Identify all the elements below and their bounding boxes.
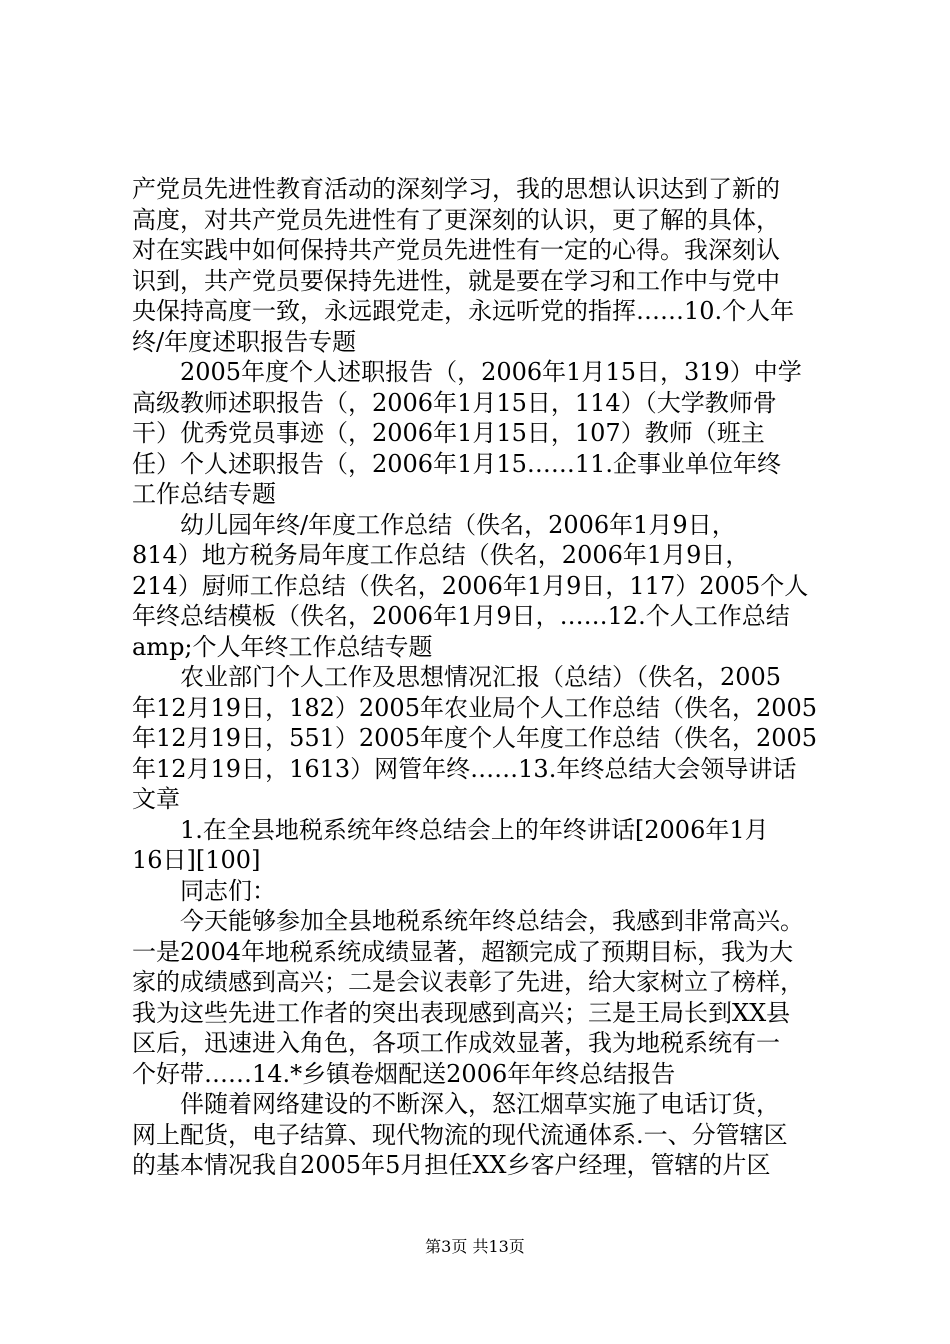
text-line: 终/年度述职报告专题 [132, 327, 357, 356]
text-line: 识到，共产党员要保持先进性，就是要在学习和工作中与党中 [132, 266, 780, 295]
page-footer: 第3页 共13页 [425, 1237, 525, 1256]
text-line: 今天能够参加全县地税系统年终总结会，我感到非常高兴。 [132, 907, 804, 935]
text-line: 网上配货，电子结算、现代物流的现代流通体系.一、分管辖区 [132, 1120, 788, 1149]
text-line: 任）个人述职报告（，2006年1月15……11.企事业单位年终 [132, 449, 782, 478]
text-line: 年终总结模板（佚名，2006年1月9日，……12.个人工作总结 [132, 602, 790, 630]
text-line: 伴随着网络建设的不断深入，怒江烟草实施了电话订货， [132, 1090, 780, 1118]
text-line: 文章 [132, 785, 180, 813]
text-line: 同志们： [132, 876, 276, 905]
text-line: 年12月19日，551）2005年度个人年度工作总结（佚名，2005 [132, 724, 818, 752]
text-line: 央保持高度一致，永远跟党走，永远听党的指挥……10.个人年 [132, 297, 795, 325]
text-line: 年12月19日，182）2005年农业局个人工作总结（佚名，2005 [132, 693, 818, 722]
text-line: 一是2004年地税系统成绩显著，超额完成了预期目标，我为大 [132, 937, 794, 966]
text-line: 对在实践中如何保持共产党员先进性有一定的心得。我深刻认 [132, 236, 780, 264]
text-line: 214）厨师工作总结（佚名，2006年1月9日，117）2005个人 [132, 571, 809, 600]
text-line: 幼儿园年终/年度工作总结（佚名，2006年1月9日， [132, 510, 736, 539]
text-line: 农业部门个人工作及思想情况汇报（总结）（佚名，2005 [132, 663, 782, 691]
text-line: 家的成绩感到高兴；二是会议表彰了先进，给大家树立了榜样， [132, 968, 804, 996]
text-line: 年12月19日，1613）网管年终……13.年终总结大会领导讲话 [132, 754, 797, 783]
text-line: 2005年度个人述职报告（，2006年1月15日，319）中学 [132, 358, 802, 386]
text-line: 16日][100] [132, 846, 261, 874]
body-text [132, 174, 832, 1181]
text-line: 1.在全县地税系统年终总结会上的年终讲话[2006年1月 [132, 815, 769, 844]
text-line: 产党员先进性教育活动的深刻学习，我的思想认识达到了新的 [132, 175, 780, 203]
text-line: amp;个人年终工作总结专题 [132, 632, 433, 661]
text-line: 高度，对共产党员先进性有了更深刻的认识，更了解的具体， [132, 205, 780, 234]
text-line: 个好带……14.*乡镇卷烟配送2006年年终总结报告 [132, 1059, 676, 1088]
text-line: 高级教师述职报告（，2006年1月15日，114）（大学教师骨 [132, 388, 777, 417]
text-line: 我为这些先进工作者的突出表现感到高兴；三是王局长到XX县 [132, 998, 791, 1027]
text-line: 干）优秀党员事迹（，2006年1月15日，107）教师（班主 [132, 419, 765, 447]
text-line: 工作总结专题 [132, 480, 276, 508]
text-line: 的基本情况我自2005年5月担任XX乡客户经理，管辖的片区 [132, 1151, 771, 1179]
text-line: 814）地方税务局年度工作总结（佚名，2006年1月9日， [132, 541, 750, 569]
text-line: 区后，迅速进入角色，各项工作成效显著，我为地税系统有一 [132, 1029, 780, 1057]
